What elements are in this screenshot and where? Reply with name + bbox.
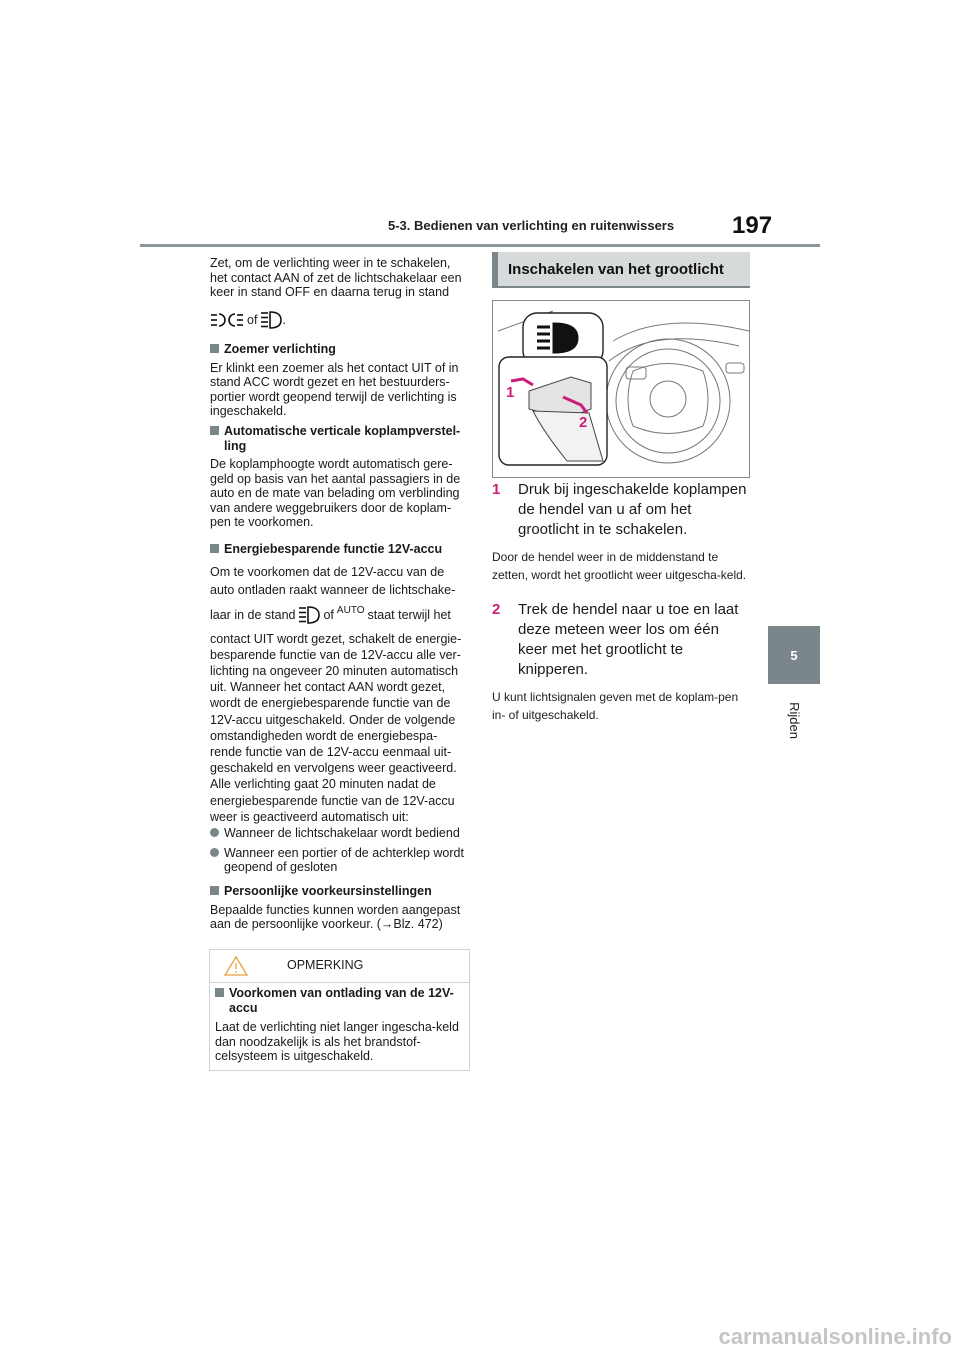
battery-body-a: Om te voorkomen dat de 12V-accu van de auto ontladen raakt wanneer de lichtschake-: [210, 564, 456, 597]
list-item: [210, 846, 468, 875]
buzzer-heading-text: Zoemer verlichting: [224, 342, 336, 356]
note-heading-text: Voorkomen van ontlading van de 12V-accu: [229, 986, 454, 1015]
list-item: [210, 826, 468, 841]
step-1-text: Druk bij ingeschakelde koplampen de hendel van u af om het grootlicht in te schakelen.: [518, 481, 747, 538]
intro-line: het contact AAN of zet de lichtschakelaar een: [210, 270, 462, 285]
leveling-heading: [210, 424, 468, 439]
square-bullet-icon: [210, 344, 219, 353]
parking-lights-icon: [210, 311, 244, 329]
note-title-row: [210, 950, 469, 983]
note-heading: [215, 986, 463, 1015]
step-2: [492, 600, 750, 724]
note-box: [209, 949, 470, 1071]
battery-body-b: [210, 605, 468, 625]
note-title: OPMERKING: [287, 958, 364, 972]
intro-end: .: [282, 313, 286, 327]
leveling-heading-text: Automatische verticale koplampverstel-: [224, 424, 461, 438]
chapter-number: 5: [790, 647, 798, 663]
step-2-number: 2: [492, 601, 501, 618]
intro-line: Zet, om de verlichting weer in te schakelen,: [210, 256, 451, 270]
step-2-row: [492, 600, 750, 680]
battery-heading-text: Energiebesparende functie 12V-accu: [224, 542, 443, 556]
section-title-box: [492, 252, 750, 288]
custom-heading-text: Persoonlijke voorkeursinstellingen: [224, 884, 432, 898]
intro-or: of: [247, 313, 258, 327]
battery-body-b-pre: laar in de stand: [210, 607, 296, 622]
headlight-icon: [260, 310, 282, 330]
list-item-text: Wanneer een portier of de achterklep wordt geopend of gesloten: [224, 845, 464, 874]
conditions-list: [210, 826, 468, 875]
intro-icons-line: [210, 308, 286, 332]
step-2-note: U kunt lichtsignalen geven met de koplam-pen in- of uitgeschakeld.: [492, 690, 739, 722]
round-bullet-icon: [210, 828, 219, 837]
round-bullet-icon: [210, 848, 219, 857]
watermark: carmanualsonline.info: [718, 1324, 952, 1349]
buzzer-block: [210, 342, 468, 419]
figure-label-1: 1: [506, 384, 515, 401]
square-bullet-icon: [215, 988, 224, 997]
note-body: Laat de verlichting niet langer ingescha-keld dan noodzakelijk is als het brandstof-celsysteem is uitgeschakeld.: [215, 1020, 459, 1063]
header-divider: [140, 244, 820, 247]
section-heading: 5-3. Bedienen van verlichting en ruitenwissers: [388, 218, 675, 233]
steering-lever-illustration: [493, 301, 749, 477]
step-1: [492, 480, 750, 584]
illustration-figure: [492, 300, 750, 478]
figure-label-2: 2: [579, 414, 588, 431]
chapter-label: Rijden: [786, 701, 802, 739]
step-2-text: Trek de hendel naar u toe en laat deze meteen weer los om één keer met het grootlicht te knipperen.: [518, 601, 739, 678]
square-bullet-icon: [210, 426, 219, 435]
custom-block: [210, 884, 468, 932]
leveling-body: De koplamphoogte wordt automatisch gere-geld op basis van het aantal passagiers in de auto en de mate van belading om verblinding van andere weggebruikers door de koplam-pen te voorkomen.: [210, 457, 461, 529]
intro-line: keer in stand OFF en daarna terug in stand: [210, 285, 450, 299]
buzzer-heading: [210, 342, 468, 357]
custom-heading: [210, 884, 468, 899]
leveling-heading-cont: ling: [224, 438, 247, 453]
auto-icon: AUTO: [336, 604, 365, 616]
list-item-text: Wanneer de lichtschakelaar wordt bediend: [224, 826, 460, 840]
headlight-icon: [298, 605, 320, 625]
square-bullet-icon: [210, 544, 219, 553]
battery-heading: [210, 542, 468, 557]
intro-paragraph: [210, 256, 468, 300]
battery-block: [210, 542, 468, 825]
step-1-note: Door de hendel weer in de middenstand te zetten, wordt het grootlicht weer uitgescha-keld.: [492, 550, 747, 582]
battery-body-b-or: of: [323, 607, 334, 622]
step-1-number: 1: [492, 481, 501, 498]
custom-body: Bepaalde functies kunnen worden aangepast aan de persoonlijke voorkeur. (→Blz. 472): [210, 902, 461, 931]
step-1-row: [492, 480, 750, 540]
battery-body-c: contact UIT wordt gezet, schakelt de energie-besparende functie van de 12V-accu alle ver-lichting na ongeveer 20 minuten automatisch uit. Wanneer het contact AAN wordt gezet, wordt de energiebesparende functie van de 12V-accu uitgeschakeld. Onder de volgende omstandigheden wordt de energiebespa-rende functie van de 12V-accu eenmaal uit-geschakeld en vervolgens weer geactiveerd. Alle verlichting gaat 20 minuten nadat de energiebesparende functie van de 12V-accu weer is geactiveerd automatisch uit:: [210, 631, 462, 824]
square-bullet-icon: [210, 886, 219, 895]
leveling-block: [210, 424, 468, 530]
chapter-tab[interactable]: [768, 626, 820, 684]
warning-icon: [224, 956, 248, 976]
page-number: 197: [732, 212, 773, 239]
note-content: [215, 986, 463, 1064]
section-title: Inschakelen van het grootlicht: [508, 261, 724, 278]
buzzer-body: Er klinkt een zoemer als het contact UIT of in stand ACC wordt gezet en het bestuurders-portier wordt geopend terwijl de verlichting is ingeschakeld.: [210, 360, 459, 418]
battery-body-b-post: staat terwijl het: [367, 607, 451, 622]
chapter-label-wrap: [770, 690, 818, 750]
